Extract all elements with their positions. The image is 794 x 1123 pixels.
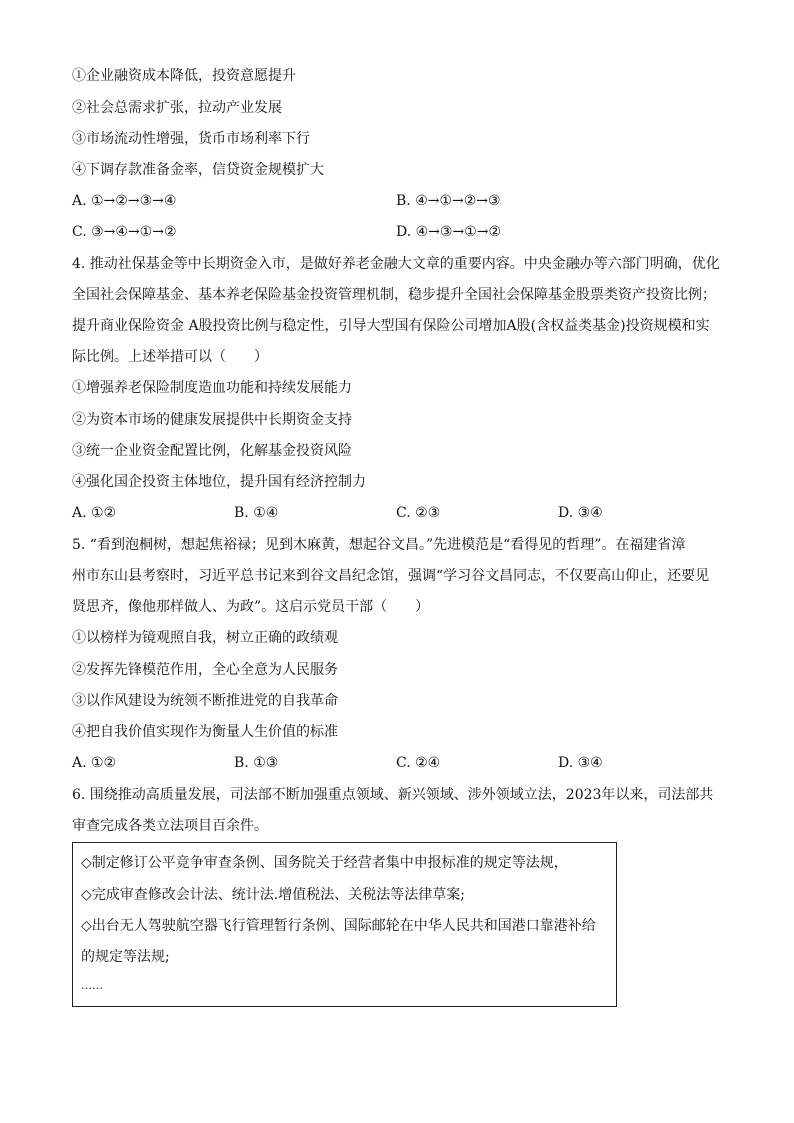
- q5-item-2: ②发挥先锋模范作用，全心全意为人民服务: [72, 662, 338, 678]
- q3-option-c: C. ③→④→①→②: [72, 224, 177, 240]
- q3-option-a: A. ①→②→③→④: [72, 193, 177, 209]
- q4-option-c: C. ②③: [396, 505, 441, 521]
- q5-option-a: A. ①②: [72, 755, 117, 771]
- q3-item-3: ③市场流动性增强，货币市场利率下行: [72, 131, 310, 147]
- q4-option-d: D. ③④: [558, 505, 603, 521]
- q5-stem-line-3: 贤思齐，像他那样做人、为政”。这启示党员干部（ ）: [72, 599, 430, 615]
- q5-item-4: ④把自我价值实现作为衡量人生价值的标准: [72, 724, 338, 740]
- q3-option-b: B. ④→①→②→③: [396, 193, 501, 209]
- q5-stem-line-1: 5. “看到泡桐树，想起焦裕禄；见到木麻黄，想起谷文昌。”先进模范是“看得见的哲理”。在福建省漳: [72, 537, 686, 553]
- q4-option-b: B. ①④: [234, 505, 279, 521]
- q6-box-line-2: ◇完成审查修改会计法、统计法.增值税法、关税法等法律草案;: [81, 887, 465, 903]
- q4-item-4: ④强化国企投资主体地位，提升国有经济控制力: [72, 474, 366, 490]
- q6-stem-line-1: 6. 围绕推动高质量发展，司法部不断加强重点领域、新兴领域、涉外领域立法，2023年以来，司法部共: [72, 787, 714, 803]
- q5-item-1: ①以榜样为镜观照自我，树立正确的政绩观: [72, 630, 338, 646]
- q5-stem-line-2: 州市东山县考察时，习近平总书记来到谷文昌纪念馆，强调“学习谷文昌同志，不仅要高山仰止，还要见: [72, 568, 710, 584]
- q4-stem-line-1: 4. 推动社保基金等中长期资金入市，是做好养老金融大文章的重要内容。中央金融办等六部门明确，优化: [72, 256, 720, 272]
- q3-item-1: ①企业融资成本降低，投资意愿提升: [72, 68, 296, 84]
- q5-option-b: B. ①③: [234, 755, 279, 771]
- q4-item-2: ②为资本市场的健康发展提供中长期资金支持: [72, 412, 352, 428]
- q3-option-d: D. ④→③→①→②: [396, 224, 502, 240]
- q5-option-d: D. ③④: [558, 755, 603, 771]
- q6-material-box: [72, 842, 617, 1007]
- q6-box-ellipsis: ……: [81, 979, 103, 992]
- q6-box-line-1: ◇制定修订公平竞争审查条例、国务院关于经营者集中申报标准的规定等法规，: [81, 855, 568, 871]
- q4-stem-line-2: 全国社会保障基金、基本养老保险基金投资管理机制，稳步提升全国社会保障基金股票类资产投资比例；: [72, 287, 716, 303]
- q4-option-a: A. ①②: [72, 505, 117, 521]
- q3-item-4: ④下调存款准备金率，信贷资金规模扩大: [72, 162, 324, 178]
- q4-stem-line-4: 际比例。上述举措可以（ ）: [72, 349, 268, 365]
- q3-item-2: ②社会总需求扩张，拉动产业发展: [72, 100, 282, 116]
- q6-stem-line-2: 审查完成各类立法项目百余件。: [72, 818, 268, 834]
- q6-box-line-4: 的规定等法规;: [81, 949, 170, 965]
- q5-option-c: C. ②④: [396, 755, 441, 771]
- q5-item-3: ③以作风建设为统领不断推进党的自我革命: [72, 693, 338, 709]
- q4-item-3: ③统一企业资金配置比例，化解基金投资风险: [72, 443, 352, 459]
- q4-item-1: ①增强养老保险制度造血功能和持续发展能力: [72, 380, 352, 396]
- q6-box-line-3: ◇出台无人驾驶航空器飞行管理暂行条例、国际邮轮在中华人民共和国港口靠港补给: [81, 918, 596, 934]
- q4-stem-line-3: 提升商业保险资金 A股投资比例与稳定性，引导大型国有保险公司增加A股(含权益类基金)投资规模和实: [72, 318, 710, 334]
